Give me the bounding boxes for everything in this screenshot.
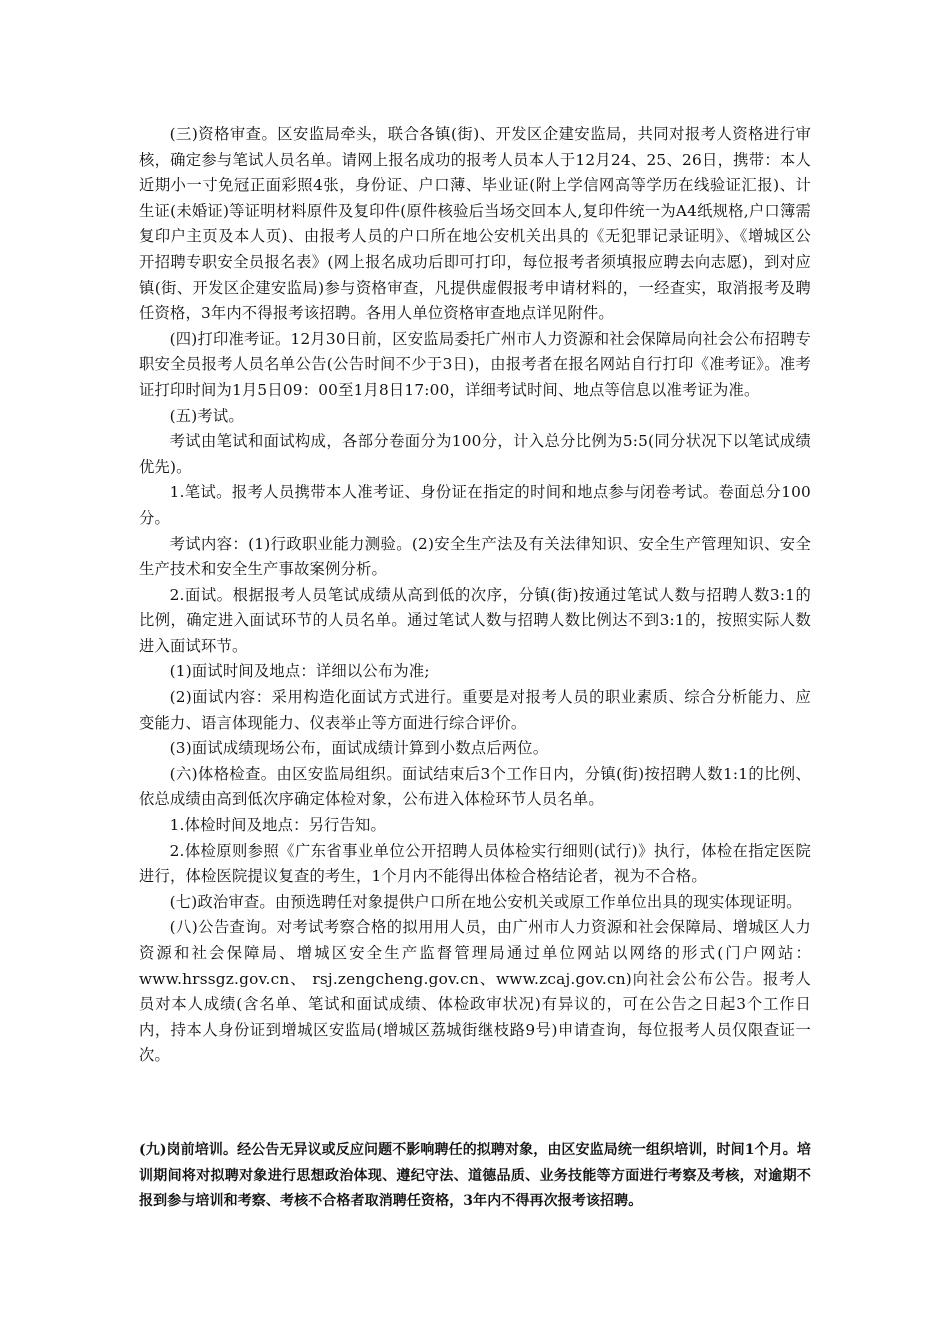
paragraph-interview: 2.面试。根据报考人员笔试成绩从高到低的次序，分镇(街)按通过笔试人数与招聘人数3:1的比例，确定进入面试环节的人员名单。通过笔试人数与招聘人数比例达不到3:1的，按照实际人数进入面试环节。 — [139, 585, 811, 655]
document-body — [139, 122, 811, 1069]
paragraph-pre-job-training: (九)岗前培训。经公告无异议或反应问题不影响聘任的拟聘对象，由区安监局统一组织培训，时间1个月。培训期间将对拟聘对象进行思想政治体现、遵纪守法、道德品质、业务技能等方面进行考察及考核，对逾期不报到参与培训和考察、考核不合格者取消聘任资格，3年内不得再次报考该招聘。 — [139, 1142, 811, 1209]
paragraph-interview-score: (3)面试成绩现场公布，面试成绩计算到小数点后两位。 — [169, 739, 549, 758]
paragraph-print-admission-ticket: (四)打印准考证。12月30日前，区安监局委托广州市人力资源和社会保障局向社会公布招聘专职安全员报考人员名单公告(公告时间不少于3日)，由报考者在报名网站自行打印《准考证》。准考证打印时间为1月5日09：00至1月8日17:00，详细考试时间、地点等信息以准考证为准。 — [139, 329, 811, 399]
paragraph-interview-content: (2)面试内容：采用构造化面试方式进行。重要是对报考人员的职业素质、综合分析能力、应变能力、语言体现能力、仪表举止等方面进行综合评价。 — [139, 688, 811, 732]
paragraph-qualification-review: (三)资格审查。区安监局牵头，联合各镇(街)、开发区企建安监局，共同对报考人资格进行审核，确定参与笔试人员名单。请网上报名成功的报考人员本人于12月24、25、26日，携带：本人近期小一寸免冠正面彩照4张，身份证、户口薄、毕业证(附上学信网高等学历在线验证汇报)、计生证(未婚证)等证明材料原件及复印件(原件核验后当场交回本人,复印件统一为A4纸规格,户口簿需复印户主页及本人页)、由报考人员的户口所在地公安机关出具的《无犯罪记录证明》、《增城区公开招聘专职安全员报名表》(网上报名成功后即可打印，每位报考者须填报应聘去向志愿)，到对应镇(街、开发区企建安监局)参与资格审查，凡提供虚假报考申请材料的，一经查实，取消报考及聘任资格，3年内不得报考该招聘。各用人单位资格审查地点详见附件。 — [139, 125, 811, 323]
document-tail — [139, 1138, 811, 1215]
paragraph-exam-heading: (五)考试。 — [169, 406, 244, 425]
paragraph-announcement-query: (八)公告查询。对考试考察合格的拟用用人员，由广州市人力资源和社会保障局、增城区人力资源和社会保障局、增城区安全生产监督管理局通过单位网站以网络的形式(门户网站： www.hrssgz.gov.cn、 rsj.zengcheng.gov.cn、www.zcaj.gov.cn)向社会公布公告。报考人员对本人成绩(含名单、笔试和面试成绩、体检政审状况)有异议的，可在公告之日起3个工作日内，持本人身份证到增城区安监局(增城区荔城街继枝路9号)申请查询，每位报考人员仅限查证一次。 — [139, 918, 811, 1065]
paragraph-political-review: (七)政治审查。由预选聘任对象提供户口所在地公安机关或原工作单位出具的现实体现证明。 — [169, 892, 802, 911]
paragraph-physical-exam: (六)体格检查。由区安监局组织。面试结束后3个工作日内，分镇(街)按招聘人数1:1的比例、依总成绩由高到低次序确定体检对象，公布进入体检环节人员名单。 — [139, 764, 811, 809]
paragraph-exam-composition: 考试由笔试和面试构成，各部分卷面分为100分，计入总分比例为5:5(同分状况下以笔试成绩优先)。 — [139, 432, 811, 476]
paragraph-physical-exam-time: 1.体检时间及地点：另行告知。 — [169, 816, 387, 835]
paragraph-interview-time: (1)面试时间及地点：详细以公布为准; — [169, 662, 430, 681]
paragraph-exam-content: 考试内容：(1)行政职业能力测验。(2)安全生产法及有关法律知识、安全生产管理知识、安全生产技术和安全生产事故案例分析。 — [139, 534, 811, 579]
paragraph-physical-exam-standard: 2.体检原则参照《广东省事业单位公开招聘人员体检实行细则(试行)》执行，体检在指定医院进行，体检医院提议复查的考生，1个月内不能得出体检合格结论者，视为不合格。 — [139, 841, 811, 886]
paragraph-written-exam: 1.笔试。报考人员携带本人准考证、身份证在指定的时间和地点参与闭卷考试。卷面总分100分。 — [139, 483, 811, 527]
